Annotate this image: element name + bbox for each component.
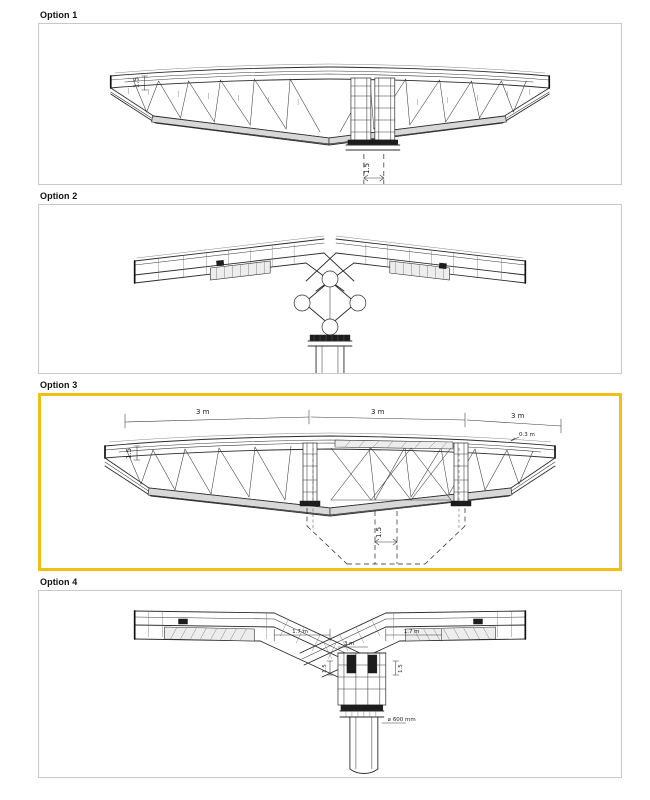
option-3-label: Option 3 <box>40 380 78 390</box>
option-4-label: Option 4 <box>40 577 78 587</box>
option-4-drawing <box>39 591 621 777</box>
option-4-span-1: 1.7 m <box>292 628 308 636</box>
option-2-frame[interactable] <box>38 204 622 374</box>
option-3-pier-dimension: 1.5 <box>375 526 383 538</box>
option-1-pier-dimension: 1.5 <box>362 162 371 174</box>
option-block-2 <box>38 191 622 374</box>
option-block-1 <box>38 10 622 185</box>
option-3-frame[interactable] <box>38 393 622 571</box>
option-1-depth-dimension: 1.5 <box>132 76 141 88</box>
option-2-label: Option 2 <box>40 191 78 201</box>
option-4-depth-1: 1.5 <box>322 664 329 673</box>
option-4-depth-2: 1.5 <box>397 664 404 673</box>
option-1-drawing <box>39 24 621 184</box>
option-4-column-diameter: ⌀ 600 mm <box>387 716 416 724</box>
option-3-drawing <box>41 396 619 568</box>
option-4-span-2: 1.7 m <box>403 628 420 636</box>
option-block-4 <box>38 577 622 778</box>
option-block-3 <box>38 380 622 571</box>
option-3-depth-dimension: 1.5 <box>125 447 133 459</box>
option-4-span-3: 3 m <box>343 640 355 648</box>
option-1-label: Option 1 <box>40 10 78 20</box>
option-1-frame[interactable] <box>38 23 622 185</box>
option-3-span-2: 3 m <box>371 408 385 416</box>
option-2-drawing <box>39 205 621 373</box>
option-4-frame[interactable] <box>38 590 622 778</box>
option-3-span-3: 3 m <box>511 412 525 420</box>
option-3-span-1: 3 m <box>196 408 210 416</box>
option-3-thickness: 0.3 m <box>519 432 535 438</box>
